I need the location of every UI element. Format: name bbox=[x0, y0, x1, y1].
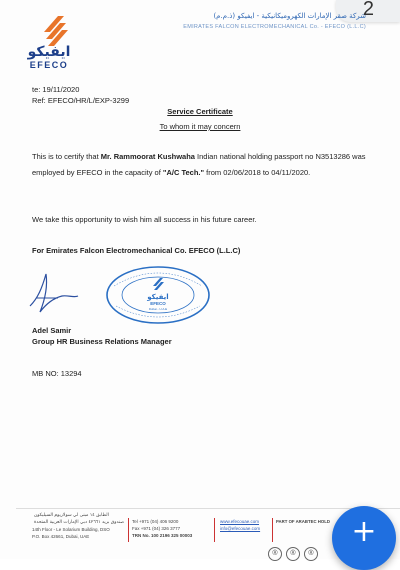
employee-name: Mr. Rammoorat Kushwaha bbox=[100, 152, 195, 161]
footer-trn: TRN No. 100 2196 325 00003 bbox=[132, 533, 193, 538]
footer-address-2: P.O. Box 42661, Dubai, UAE bbox=[32, 534, 90, 539]
certification-badges bbox=[268, 542, 322, 561]
footer-separator bbox=[214, 518, 215, 542]
footer-address-arabic-1: الطابق ١٤ مبنى لي سولاريوم السيليكون bbox=[34, 513, 109, 518]
footer-separator bbox=[272, 518, 273, 542]
signatory-title: Group HR Business Relations Manager bbox=[32, 337, 172, 346]
certification-badge-icon: ® bbox=[286, 547, 300, 561]
certificate-salutation: To whom it may concern bbox=[159, 122, 241, 131]
stamp-arabic-text: ايفيكو bbox=[147, 293, 169, 301]
logo-arabic-text: ايفيكو bbox=[27, 44, 71, 60]
certification-badge-icon: ® bbox=[268, 547, 282, 561]
letter-reference: Ref: EFECO/HR/L/EXP-3299 bbox=[32, 96, 130, 105]
page-counter-number: 2 bbox=[362, 0, 374, 20]
footer-divider bbox=[16, 508, 400, 509]
plus-icon: + bbox=[351, 514, 377, 549]
footer-fax: Fax +971 (04) 326 3777 bbox=[132, 526, 181, 531]
company-name-english: EMIRATES FALCON ELECTROMECHANICAL Co. - EFECO (L.L.C) bbox=[183, 24, 366, 30]
footer-website-link[interactable]: www.efecouae.com bbox=[220, 519, 260, 524]
stamp-latin-text: EFECO bbox=[150, 301, 166, 306]
footer-email-link[interactable]: info@efecouae.com bbox=[220, 526, 261, 531]
company-sign-off: For Emirates Falcon Electromechanical Co. EFECO (L.L.C) bbox=[32, 246, 241, 255]
body-text-a: This is to certify that bbox=[32, 152, 101, 161]
footer-partner: PART OF ARABTEC HOLD bbox=[276, 519, 330, 524]
body-text-c: from 02/06/2018 to 04/11/2020. bbox=[204, 168, 311, 177]
signatory-name: Adel Samir bbox=[32, 326, 72, 335]
add-fab-button[interactable] bbox=[332, 506, 396, 570]
closing-paragraph: We take this opportunity to wish him all success in his future career. bbox=[32, 215, 257, 224]
footer-address-arabic-2: صندوق بريد ٤٢٦٦١ دبي الإمارات العربية المتحدة bbox=[34, 520, 125, 525]
body-text-b: Indian national holding passport no N3513286 was employed by EFECO in the capacity of bbox=[32, 152, 366, 177]
footer-telephone: Tel +971 (04) 406 9200 bbox=[132, 519, 179, 524]
logo-latin-text: EFECO bbox=[29, 60, 69, 70]
certification-badge-icon: ® bbox=[304, 547, 318, 561]
handwritten-signature bbox=[24, 268, 82, 318]
footer-address-1: 14th Floor - Le Solarium Building, DSO bbox=[32, 527, 110, 532]
company-name-arabic: شركة صقر الإمارات الكهروميكانيكية - ايفيكو (ذ.م.م) bbox=[213, 12, 366, 20]
employee-role: "A/C Tech." bbox=[162, 168, 205, 177]
certificate-body bbox=[32, 149, 388, 181]
company-stamp-icon bbox=[104, 264, 212, 326]
footer-separator bbox=[128, 518, 129, 542]
certificate-title: Service Certificate bbox=[167, 107, 233, 116]
letter-date: te: 19/11/2020 bbox=[32, 85, 80, 94]
stamp-city-text: Dubai - U.A.E bbox=[148, 307, 168, 311]
mb-number: MB NO: 13294 bbox=[32, 369, 82, 378]
